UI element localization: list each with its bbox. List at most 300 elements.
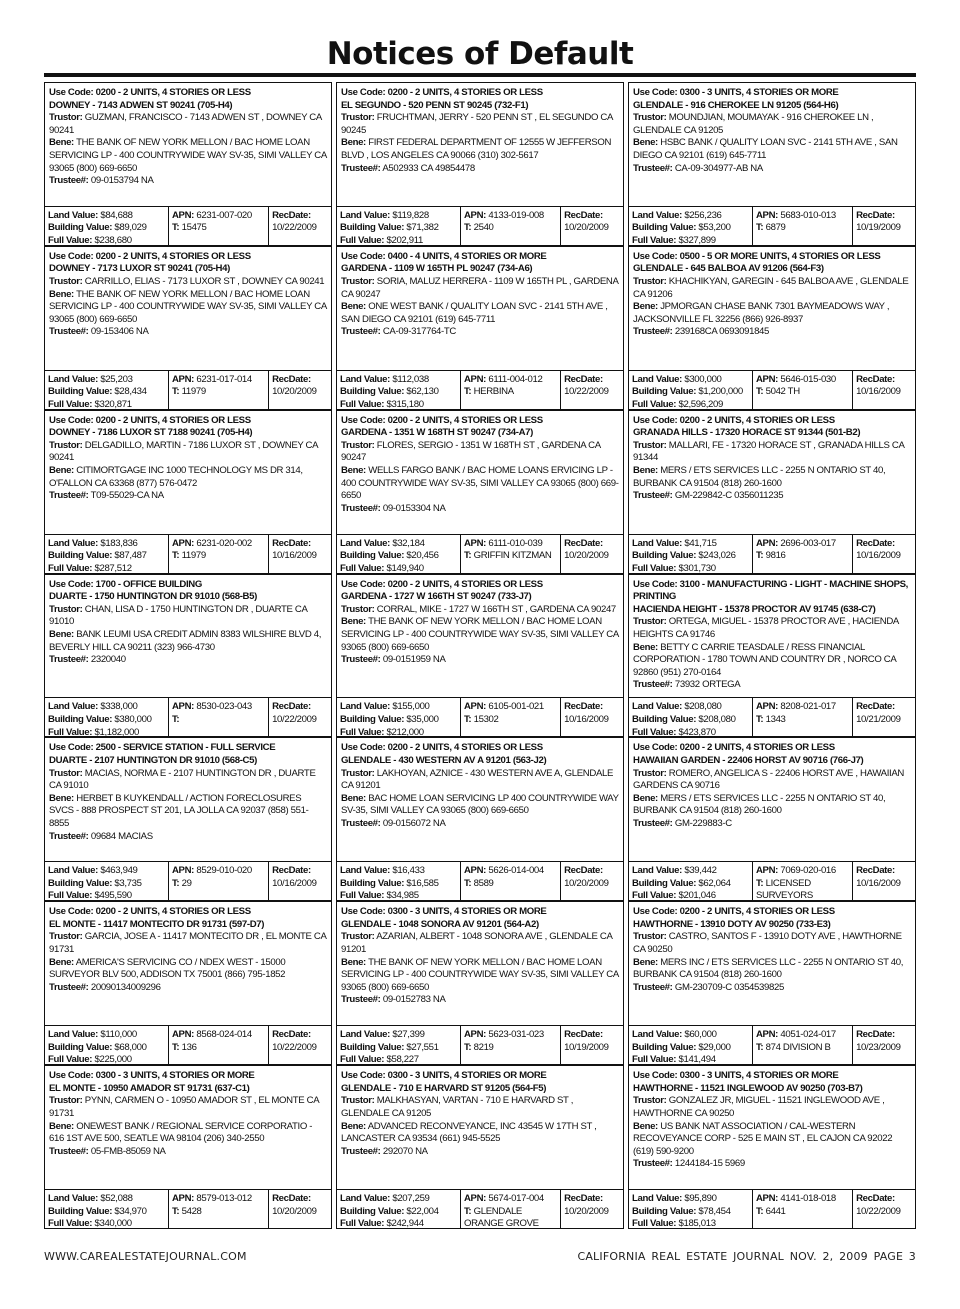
value-column <box>45 862 168 900</box>
full-value: $212,000 <box>386 726 424 737</box>
property-address: DOWNEY - 7143 ADWEN ST 90241 (705-H4) <box>49 99 233 111</box>
apn-label: APN: <box>171 1193 195 1204</box>
building-value-label: Building Value: <box>48 1041 113 1053</box>
notice-text <box>44 246 332 370</box>
trustor-value: CARRILLO, ELIAS - 7173 LUXOR ST , DOWNEY CA 90241 <box>84 276 325 288</box>
recdate-column <box>852 862 915 900</box>
use-code: Use Code: 1700 - OFFICE BUILDING <box>49 578 202 590</box>
apn-value: 8579-013-012 <box>196 1193 252 1204</box>
full-value: $242,944 <box>386 1218 424 1228</box>
trustor-value: MALKHASYAN, VARTAN - 710 E HARVARD ST , GLENDALE CA 91205 <box>341 1095 574 1119</box>
full-value: $34,985 <box>386 890 419 901</box>
tract-value: 8219 <box>473 1041 494 1053</box>
value-column <box>337 535 460 573</box>
value-column <box>45 1190 168 1228</box>
tract-value: 1343 <box>765 714 786 726</box>
land-value-label: Land Value: <box>340 1029 390 1041</box>
trustor-label: Trustor: <box>49 603 83 615</box>
land-value-label: Land Value: <box>340 373 390 385</box>
use-code: Use Code: 0200 - 2 UNITS, 4 STORIES OR LESS <box>341 742 543 754</box>
notice-entry <box>336 410 624 574</box>
property-address: GLENDALE - 710 E HARVARD ST 91205 (564-F5) <box>341 1082 547 1094</box>
land-value-label: Land Value: <box>48 373 98 385</box>
full-value: $225,000 <box>94 1054 132 1065</box>
land-value-label: Land Value: <box>632 865 682 877</box>
recdate-column <box>268 698 331 736</box>
trustee-label: Trustee#: <box>49 1145 89 1157</box>
trustee-value: CA-09-317764-TC <box>382 326 456 338</box>
apn-column <box>168 535 268 573</box>
land-value: $300,000 <box>684 373 722 385</box>
apn-column <box>460 862 560 900</box>
building-value-label: Building Value: <box>48 550 113 562</box>
trustor-value: SORIA, MALUZ HERRERA - 1109 W 165TH PL , GARDENA CA 90247 <box>341 276 619 300</box>
apn-label: APN: <box>755 373 779 385</box>
apn-value: 5646-015-030 <box>780 373 836 385</box>
trustee-label: Trustee#: <box>341 994 381 1006</box>
apn-label: APN: <box>171 1029 195 1041</box>
recdate-label: RecDate: <box>272 865 311 877</box>
value-table <box>44 206 332 246</box>
land-value: $41,715 <box>684 537 717 549</box>
apn-label: APN: <box>755 701 779 713</box>
notice-text <box>628 246 916 370</box>
full-value-label: Full Value: <box>340 235 385 245</box>
trustor-label: Trustor: <box>633 439 667 451</box>
value-table <box>628 1025 916 1065</box>
notice-text <box>44 737 332 861</box>
value-table <box>44 534 332 574</box>
value-column <box>629 207 752 245</box>
property-address: GLENDALE - 645 BALBOA AV 91206 (564-F3) <box>633 263 824 275</box>
value-column <box>337 207 460 245</box>
trustor-label: Trustor: <box>49 931 83 943</box>
building-value-label: Building Value: <box>340 386 405 398</box>
land-value-label: Land Value: <box>48 1193 98 1204</box>
land-value-label: Land Value: <box>340 209 390 221</box>
notice-entry <box>336 737 624 901</box>
recdate-column <box>852 698 915 736</box>
value-table <box>44 370 332 410</box>
notice-text <box>628 410 916 534</box>
building-value-label: Building Value: <box>340 877 405 889</box>
full-value: $340,000 <box>94 1218 132 1228</box>
use-code: Use Code: 2500 - SERVICE STATION - FULL SERVICE <box>49 742 276 754</box>
recdate-value: 10/20/2009 <box>272 1205 317 1217</box>
bene-value: BETTY C CARRIE TEASDALE / RESS FINANCIAL CORPORATION - 1780 TOWN AND COUNTRY DR , NORCO CA 92860 (951) 270-0164 <box>633 641 896 678</box>
tract-label: T: <box>171 386 180 398</box>
building-value-label: Building Value: <box>632 222 697 234</box>
bene-value: WELLS FARGO BANK / BAC HOME LOANS ERVICING LP - 400 COUNTRYWIDE WAY SV-35, SIMI VALLEY CA 93065 (800) 669-6650 <box>341 465 619 502</box>
apn-value: 5683-010-013 <box>780 209 836 221</box>
footer-publication: CALIFORNIA REAL ESTATE JOURNAL NOV. 2, 2009 PAGE 3 <box>577 1250 916 1263</box>
value-table <box>336 1189 624 1229</box>
tract-value: 136 <box>181 1041 197 1053</box>
notice-text <box>336 410 624 534</box>
use-code: Use Code: 3100 - MANUFACTURING - LIGHT - MACHINE SHOPS, PRINTING <box>633 578 908 603</box>
tract-value: 9816 <box>765 550 786 562</box>
bene-value: HSBC BANK / QUALITY LOAN SVC - 2141 5TH AVE , SAN DIEGO CA 92101 (619) 645-7711 <box>633 137 898 161</box>
building-value-label: Building Value: <box>632 550 697 562</box>
tract-label: T: <box>755 222 764 234</box>
tract-label: T: <box>463 714 472 726</box>
trustee-value: GM-229883-C <box>674 817 732 829</box>
tract-label: T: <box>171 550 180 562</box>
recdate-column <box>268 535 331 573</box>
use-code: Use Code: 0200 - 2 UNITS, 4 STORIES OR LESS <box>49 87 251 98</box>
trustor-value: CORRAL, MIKE - 1727 W 166TH ST , GARDENA CA 90247 <box>376 603 616 615</box>
recdate-column <box>560 1190 623 1228</box>
tract-value: 2540 <box>473 222 494 234</box>
apn-column <box>752 1026 852 1064</box>
bene-value: ONEWEST BANK / REGIONAL SERVICE CORPORATIO - 616 1ST AVE 500, SEATLE WA 98104 (206) 340-2550 <box>49 1120 313 1145</box>
notice-text <box>336 737 624 861</box>
full-value: $202,911 <box>386 235 423 245</box>
notices-grid <box>44 82 916 1229</box>
land-value: $39,442 <box>684 865 717 877</box>
trustee-value: T09-55029-CA NA <box>90 490 164 502</box>
apn-value: 4141-018-018 <box>780 1193 836 1204</box>
value-column <box>629 535 752 573</box>
notice-entry <box>336 246 624 410</box>
apn-label: APN: <box>171 865 195 877</box>
trustee-label: Trustee#: <box>49 981 89 993</box>
bene-value: ADVANCED RECONVEYANCE, INC 43545 W 17TH ST , LANCASTER CA 93534 (661) 945-5525 <box>341 1120 597 1145</box>
notice-text <box>336 246 624 370</box>
trustor-label: Trustor: <box>49 767 83 779</box>
value-column <box>337 371 460 409</box>
recdate-value: 10/20/2009 <box>564 550 609 562</box>
recdate-value: 10/16/2009 <box>856 877 901 889</box>
trustee-label: Trustee#: <box>633 490 673 502</box>
full-value-label: Full Value: <box>48 562 93 573</box>
recdate-value: 10/22/2009 <box>856 1205 901 1217</box>
notice-entry <box>628 246 916 410</box>
trustee-label: Trustee#: <box>49 175 89 187</box>
tract-value: 11979 <box>181 550 206 562</box>
trustor-value: CHAN, LISA D - 1750 HUNTINGTON DR , DUARTE CA 91010 <box>49 603 307 628</box>
trustor-value: KHACHIKYAN, GAREGIN - 645 BALBOA AVE , GLENDALE CA 91206 <box>633 276 909 300</box>
recdate-column <box>852 207 915 245</box>
bene-label: Bene: <box>633 301 658 313</box>
apn-column <box>752 535 852 573</box>
recdate-value: 10/22/2009 <box>564 386 609 398</box>
full-value-label: Full Value: <box>48 235 93 245</box>
apn-label: APN: <box>171 209 195 221</box>
value-table <box>628 697 916 737</box>
recdate-label: RecDate: <box>272 701 311 713</box>
value-column <box>45 207 168 245</box>
notice-text <box>336 82 624 206</box>
recdate-value: 10/16/2009 <box>272 877 317 889</box>
full-value-label: Full Value: <box>632 1054 677 1065</box>
trustee-label: Trustee#: <box>341 326 381 338</box>
trustor-label: Trustor: <box>633 616 667 628</box>
apn-column <box>460 207 560 245</box>
recdate-value: 10/19/2009 <box>856 222 901 234</box>
apn-value: 4133-019-008 <box>488 209 544 221</box>
full-value-label: Full Value: <box>48 890 93 901</box>
recdate-column <box>268 371 331 409</box>
apn-label: APN: <box>463 373 487 385</box>
use-code: Use Code: 0300 - 3 UNITS, 4 STORIES OR MORE <box>633 1070 839 1082</box>
trustor-value: MOUNDJIAN, MOUMAYAK - 916 CHEROKEE LN , GLENDALE CA 91205 <box>633 112 874 136</box>
full-value: $238,680 <box>94 235 132 245</box>
recdate-label: RecDate: <box>564 209 603 221</box>
footer-website: WWW.CAREALESTATEJOURNAL.COM <box>44 1250 247 1263</box>
bene-label: Bene: <box>341 956 366 968</box>
recdate-value: 10/20/2009 <box>272 386 317 398</box>
building-value: $78,454 <box>698 1205 731 1217</box>
bene-label: Bene: <box>633 641 658 653</box>
apn-label: APN: <box>171 373 195 385</box>
trustor-value: FRUCHTMAN, JERRY - 520 PENN ST , EL SEGUNDO CA 90245 <box>341 112 613 136</box>
recdate-value: 10/21/2009 <box>856 714 901 726</box>
value-table <box>628 861 916 901</box>
full-value: $423,870 <box>678 726 716 737</box>
notice-entry <box>628 574 916 738</box>
land-value: $112,038 <box>392 373 429 385</box>
bene-label: Bene: <box>341 1120 366 1132</box>
building-value-label: Building Value: <box>632 1205 697 1217</box>
trustee-label: Trustee#: <box>49 490 89 502</box>
building-value: $28,434 <box>114 386 147 398</box>
apn-label: APN: <box>463 1193 487 1204</box>
bene-value: THE BANK OF NEW YORK MELLON / BAC HOME LOAN SERVICING LP - 400 COUNTRYWIDE WAY SV-35, SIMI VALLEY CA 93065 (800) 669-6650 <box>49 288 327 325</box>
full-value-label: Full Value: <box>632 726 677 737</box>
land-value: $208,080 <box>684 701 722 713</box>
building-value: $208,080 <box>698 714 736 726</box>
recdate-column <box>560 1026 623 1064</box>
apn-label: APN: <box>463 537 487 549</box>
use-code: Use Code: 0200 - 2 UNITS, 4 STORIES OR LESS <box>49 250 251 262</box>
apn-value: 7069-020-016 <box>780 865 836 877</box>
recdate-label: RecDate: <box>856 701 895 713</box>
recdate-label: RecDate: <box>564 537 603 549</box>
bene-label: Bene: <box>341 301 366 313</box>
trustor-value: PYNN, CARMEN O - 10950 AMADOR ST , EL MONTE CA 91731 <box>49 1095 319 1119</box>
recdate-label: RecDate: <box>564 1193 603 1204</box>
trustee-label: Trustee#: <box>49 830 89 842</box>
bene-label: Bene: <box>633 956 658 968</box>
land-value-label: Land Value: <box>632 537 682 549</box>
bene-value: CITIMORTGAGE INC 1000 TECHNOLOGY MS DR 314, O'FALLON CA 63368 (877) 576-0472 <box>49 465 303 489</box>
apn-column <box>752 1190 852 1228</box>
notice-entry <box>628 901 916 1065</box>
value-column <box>629 698 752 736</box>
apn-column <box>168 862 268 900</box>
trustee-label: Trustee#: <box>49 654 89 666</box>
bene-value: US BANK NAT ASSOCIATION / CAL-WESTERN RECOVEYANCE CORP - 525 E MAIN ST , EL CAJON CA 92022 (619) 590-9200 <box>633 1120 893 1157</box>
value-column <box>45 698 168 736</box>
trustor-label: Trustor: <box>633 1095 667 1107</box>
building-value: $1,200,000 <box>698 386 743 398</box>
trustor-label: Trustor: <box>341 931 375 943</box>
bene-value: BANK LEUMI USA CREDIT ADMIN 8383 WILSHIRE BLVD 4, BEVERLY HILL CA 90211 (323) 966-4730 <box>49 628 322 653</box>
land-value-label: Land Value: <box>632 209 682 221</box>
notice-entry <box>44 574 332 738</box>
full-value: $141,494 <box>678 1054 716 1065</box>
notice-text <box>336 574 624 698</box>
value-table <box>336 1025 624 1065</box>
apn-column <box>752 862 852 900</box>
property-address: HAWTHORNE - 13910 DOTY AV 90250 (733-E3) <box>633 918 831 930</box>
full-value-label: Full Value: <box>340 890 385 901</box>
full-value-label: Full Value: <box>48 1054 93 1065</box>
tract-value: GRIFFIN KITZMAN <box>473 550 552 562</box>
trustee-value: 09684 MACIAS <box>90 830 153 842</box>
recdate-column <box>852 1026 915 1064</box>
land-value: $338,000 <box>100 701 138 713</box>
bene-value: BAC HOME LOAN SERVICING LP 400 COUNTRYWIDE WAY SV-35, SIMI VALLEY CA 93065 (800) 669-6650 <box>341 792 619 817</box>
value-column <box>45 1026 168 1064</box>
trustee-value: 09-0156072 NA <box>382 817 446 829</box>
recdate-column <box>560 698 623 736</box>
bene-value: JPMORGAN CHASE BANK 7301 BAYMEADOWS WAY , JACKSONVILLE FL 32256 (866) 926-8937 <box>633 301 890 325</box>
recdate-label: RecDate: <box>856 865 895 877</box>
recdate-column <box>852 1190 915 1228</box>
trustee-value: 09-0152783 NA <box>382 994 446 1006</box>
apn-column <box>752 698 852 736</box>
recdate-label: RecDate: <box>856 1029 895 1041</box>
property-address: DOWNEY - 7173 LUXOR ST 90241 (705-H4) <box>49 263 230 275</box>
apn-value: 6231-007-020 <box>196 209 252 221</box>
bene-value: ONE WEST BANK / QUALITY LOAN SVC - 2141 5TH AVE , SAN DIEGO CA 92101 (619) 645-7711 <box>341 301 608 325</box>
tract-label: T: <box>463 1041 472 1053</box>
notice-entry <box>44 1065 332 1229</box>
trustor-value: DELGADILLO, MARTIN - 7186 LUXOR ST , DOWNEY CA 90241 <box>49 439 318 464</box>
tract-label: T: <box>755 877 764 889</box>
recdate-column <box>560 371 623 409</box>
trustee-value: 73932 ORTEGA <box>674 679 741 691</box>
use-code: Use Code: 0200 - 2 UNITS, 4 STORIES OR LESS <box>49 906 251 918</box>
recdate-value: 10/22/2009 <box>272 222 317 234</box>
land-value: $463,949 <box>100 865 138 877</box>
tract-value: 15475 <box>181 222 207 234</box>
land-value: $60,000 <box>684 1029 717 1041</box>
apn-column <box>460 535 560 573</box>
property-address: GARDENA - 1727 W 166TH ST 90247 (733-J7) <box>341 591 532 603</box>
trustee-label: Trustee#: <box>633 981 673 993</box>
trustor-value: MALLARI, FE - 17320 HORACE ST , GRANADA HILLS CA 91344 <box>633 439 904 464</box>
apn-label: APN: <box>463 1029 487 1041</box>
tract-value: 874 DIVISION B <box>765 1041 831 1053</box>
land-value-label: Land Value: <box>340 1193 390 1204</box>
value-column <box>337 1026 460 1064</box>
building-value-label: Building Value: <box>48 877 113 889</box>
value-column <box>629 371 752 409</box>
apn-value: 8568-024-014 <box>196 1029 252 1041</box>
tract-label: T: <box>755 1205 764 1217</box>
bene-value: FIRST FEDERAL DEPARTMENT OF 12555 W JEFFERSON BLVD , LOS ANGELES CA 90066 (310) 302-5617 <box>341 137 612 161</box>
bene-value: AMERICA'S SERVICING CO / NDEX WEST - 15000 SURVEYOR BLV 500, ADDISON TX 75001 (866) 795-1852 <box>49 956 286 981</box>
notice-text <box>44 82 332 206</box>
notice-entry <box>44 901 332 1065</box>
property-address: GLENDALE - 916 CHEROKEE LN 91205 (564-H6) <box>633 99 839 111</box>
full-value-label: Full Value: <box>340 726 385 737</box>
tract-value: 5042 TH <box>765 386 800 398</box>
recdate-column <box>560 535 623 573</box>
bene-label: Bene: <box>341 616 366 628</box>
apn-label: APN: <box>171 701 195 713</box>
tract-label: T: <box>171 714 180 726</box>
recdate-value: 10/23/2009 <box>856 1041 901 1053</box>
tract-value: 6879 <box>765 222 786 234</box>
property-address: DUARTE - 1750 HUNTINGTON DR 91010 (568-B5) <box>49 591 257 603</box>
full-value-label: Full Value: <box>48 398 93 409</box>
trustee-label: Trustee#: <box>341 1145 381 1157</box>
property-address: DUARTE - 2107 HUNTINGTON DR 91010 (568-C5) <box>49 755 257 767</box>
building-value: $29,000 <box>698 1041 731 1053</box>
recdate-column <box>268 1190 331 1228</box>
apn-value: 6105-001-021 <box>488 701 544 713</box>
trustor-value: ROMERO, ANGELICA S - 22406 HORST AVE , HAWAIIAN GARDENS CA 90716 <box>633 767 904 792</box>
value-table <box>628 370 916 410</box>
tract-value: GLENDALE ORANGE GROVE <box>463 1205 539 1228</box>
trustor-label: Trustor: <box>49 276 83 288</box>
value-table <box>628 1189 916 1229</box>
apn-value: 5674-017-004 <box>488 1193 544 1204</box>
use-code: Use Code: 0200 - 2 UNITS, 4 STORIES OR LESS <box>633 414 835 426</box>
full-value: $149,940 <box>386 562 424 573</box>
apn-value: 2696-003-017 <box>780 537 836 549</box>
tract-label: T: <box>463 877 472 889</box>
apn-label: APN: <box>755 1193 779 1204</box>
apn-column <box>460 698 560 736</box>
trustee-value: 2320040 <box>90 654 126 666</box>
tract-value: 11979 <box>181 386 206 398</box>
full-value: $287,512 <box>94 562 132 573</box>
recdate-value: 10/19/2009 <box>564 1041 609 1053</box>
value-table <box>44 1025 332 1065</box>
land-value: $119,828 <box>392 209 429 221</box>
use-code: Use Code: 0300 - 3 UNITS, 4 STORIES OR MORE <box>49 1070 255 1082</box>
tract-value: 6441 <box>765 1205 786 1217</box>
use-code: Use Code: 0200 - 2 UNITS, 4 STORIES OR LESS <box>633 906 835 918</box>
recdate-column <box>560 207 623 245</box>
value-column <box>629 862 752 900</box>
recdate-label: RecDate: <box>856 373 895 385</box>
recdate-label: RecDate: <box>564 1029 603 1041</box>
full-value: $327,899 <box>678 235 716 245</box>
building-value: $71,382 <box>406 222 439 234</box>
value-column <box>337 1190 460 1228</box>
page-title: Notices of Default <box>326 36 634 72</box>
full-value-label: Full Value: <box>340 398 385 409</box>
recdate-label: RecDate: <box>856 1193 895 1204</box>
tract-value: LICENSED SURVEYORS <box>755 877 813 901</box>
use-code: Use Code: 0300 - 3 UNITS, 4 STORIES OR MORE <box>633 87 839 98</box>
value-table <box>628 206 916 246</box>
trustor-label: Trustor: <box>49 1095 83 1107</box>
notice-text <box>628 82 916 206</box>
apn-label: APN: <box>463 209 487 221</box>
tract-label: T: <box>463 386 472 398</box>
trustor-label: Trustor: <box>341 603 375 615</box>
use-code: Use Code: 0300 - 3 UNITS, 4 STORIES OR MORE <box>341 1070 547 1082</box>
building-value-label: Building Value: <box>48 222 113 234</box>
use-code: Use Code: 0300 - 3 UNITS, 4 STORIES OR MORE <box>341 906 547 918</box>
apn-label: APN: <box>171 537 195 549</box>
land-value: $183,836 <box>100 537 138 549</box>
trustee-value: A502933 CA 49854478 <box>382 162 475 174</box>
apn-column <box>460 1190 560 1228</box>
recdate-value: 10/16/2009 <box>564 714 609 726</box>
recdate-label: RecDate: <box>272 537 311 549</box>
trustee-value: 20090134009296 <box>90 981 161 993</box>
value-table <box>44 861 332 901</box>
building-value: $62,130 <box>406 386 439 398</box>
